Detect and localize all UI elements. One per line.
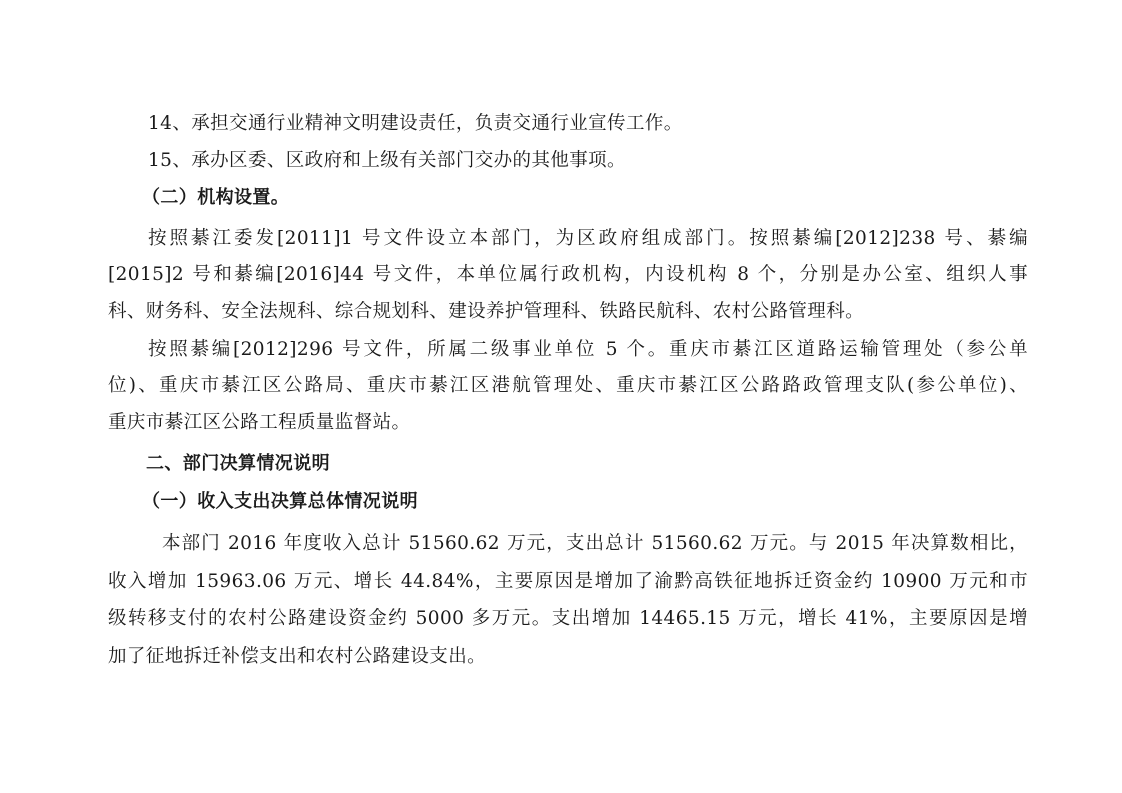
subsection-heading-overview: （一）收入支出决算总体情况说明 [142,491,418,512]
paragraph-line: 重庆市綦江区公路工程质量监督站。 [108,412,411,433]
paragraph-line: 位)、重庆市綦江区公路局、重庆市綦江区港航管理处、重庆市綦江区公路路政管理支队(参公单位)、 [108,375,1028,396]
paragraph-line: 加了征地拆迁补偿支出和农村公路建设支出。 [108,646,487,667]
paragraph-line: 收入增加 15963.06 万元、增长 44.84%，主要原因是增加了渝黔高铁征地拆迁资金约 10900 万元和市 [108,571,1028,592]
paragraph-line: 科、财务科、安全法规科、综合规划科、建设养护管理科、铁路民航科、农村公路管理科。 [108,301,865,322]
item-15: 15、承办区委、区政府和上级有关部门交办的其他事项。 [148,150,626,171]
section-heading-budget: 二、部门决算情况说明 [146,453,330,474]
item-14: 14、承担交通行业精神文明建设责任，负责交通行业宣传工作。 [148,113,683,134]
paragraph-line: [2015]2 号和綦编[2016]44 号文件，本单位属行政机构，内设机构 8 个，分别是办公室、组织人事 [108,264,1028,285]
paragraph-line: 按照綦江委发[2011]1 号文件设立本部门，为区政府组成部门。按照綦编[2012]238 号、綦编 [148,228,1028,249]
section-heading-org-setup: （二）机构设置。 [142,187,290,208]
paragraph-line: 级转移支付的农村公路建设资金约 5000 多万元。支出增加 14465.15 万元，增长 41%，主要原因是增 [108,608,1028,629]
paragraph-line: 本部门 2016 年度收入总计 51560.62 万元，支出总计 51560.62 万元。与 2015 年决算数相比， [162,533,1028,554]
paragraph-line: 按照綦编[2012]296 号文件，所属二级事业单位 5 个。重庆市綦江区道路运输管理处（参公单 [148,339,1028,360]
